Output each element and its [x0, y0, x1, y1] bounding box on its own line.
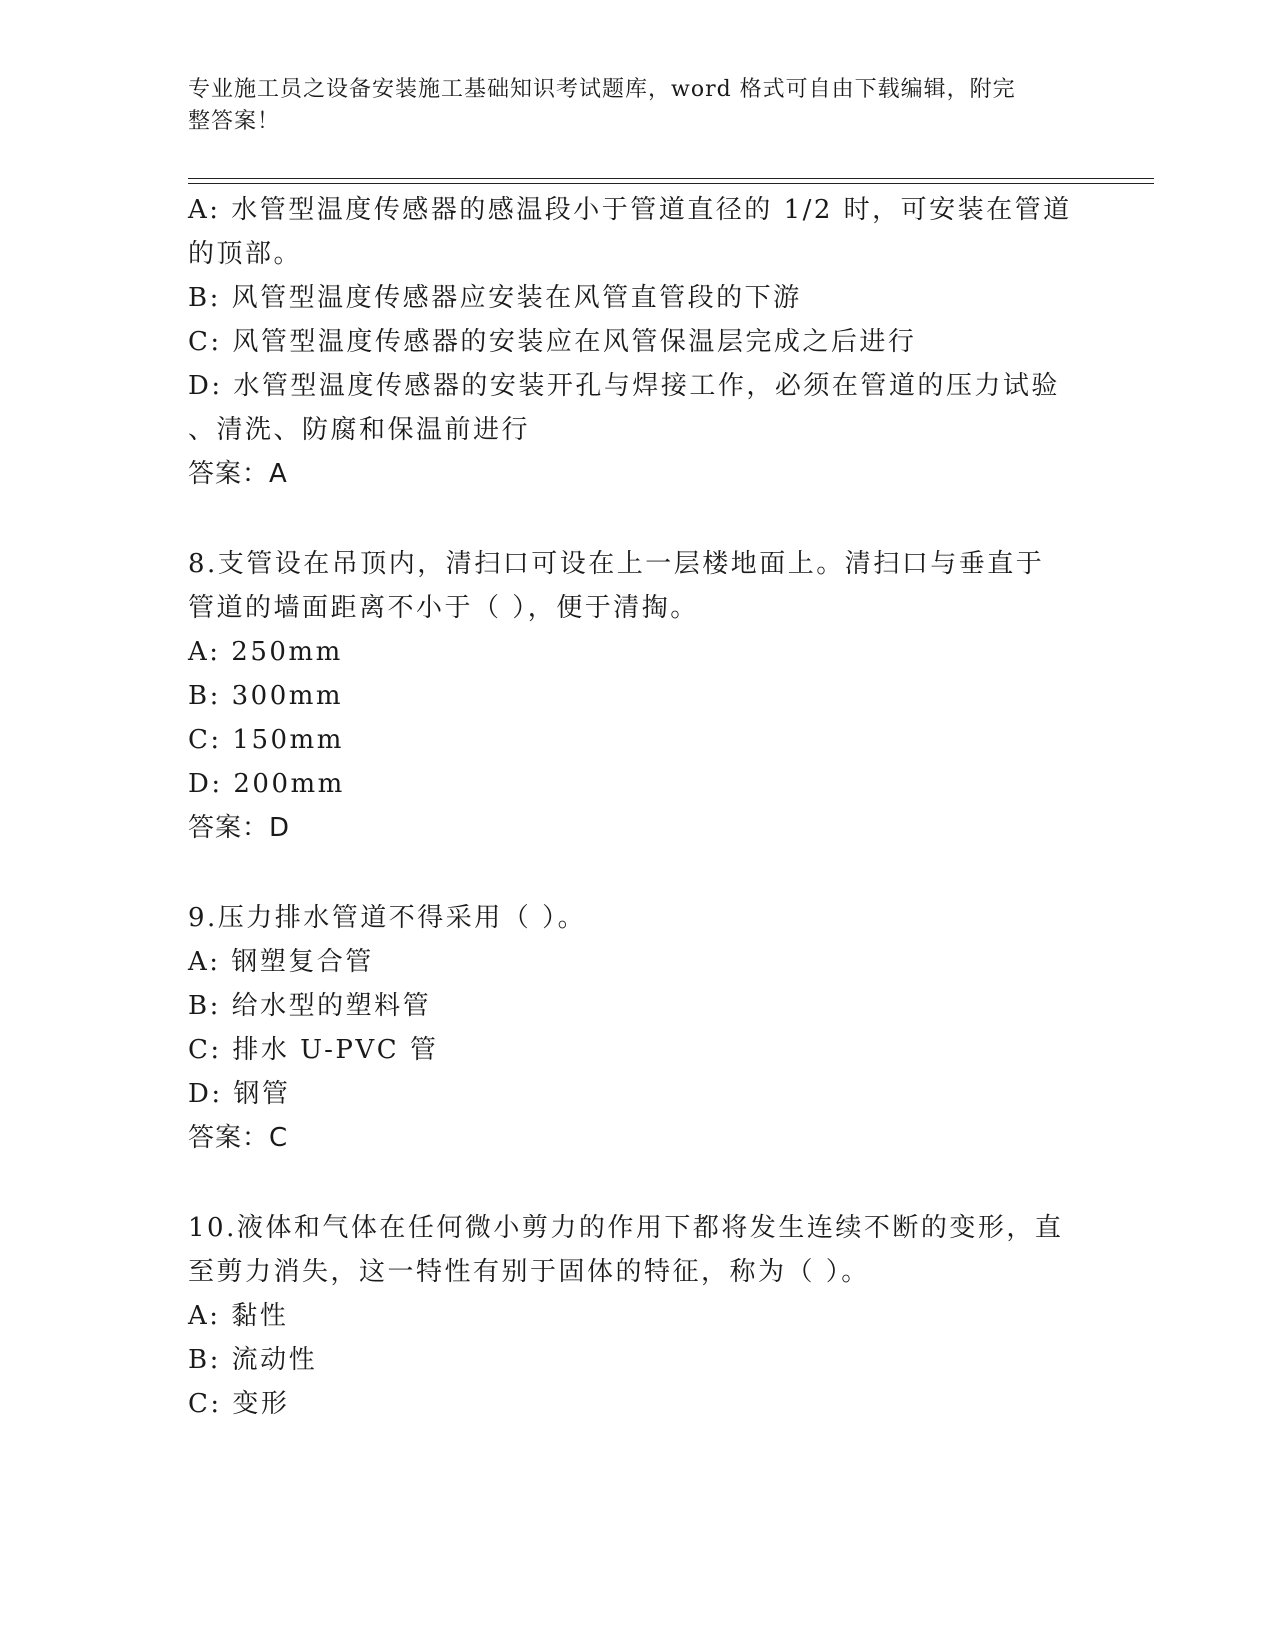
- q7-option-d-line-2: 、清洗、防腐和保温前进行: [188, 415, 531, 445]
- q7-option-b: B: 风管型温度传感器应安装在风管直管段的下游: [188, 283, 802, 313]
- document-header: [188, 74, 1068, 138]
- q9-option-c: C: 排水 U-PVC 管: [188, 1035, 439, 1065]
- q8-answer: 答案：D: [188, 813, 291, 843]
- q9-stem: 9.压力排水管道不得采用（ ）。: [188, 903, 587, 933]
- header-line-1: 专业施工员之设备安装施工基础知识考试题库，word 格式可自由下载编辑，附完: [188, 77, 1016, 102]
- q8-option-b: B: 300mm: [188, 681, 344, 711]
- header-divider-top: [188, 178, 1154, 179]
- q8-option-a: A: 250mm: [188, 637, 343, 667]
- q10-stem-line-2: 至剪力消失，这一特性有别于固体的特征，称为（ ）。: [188, 1257, 870, 1287]
- q8-option-c: C: 150mm: [188, 725, 344, 755]
- header-divider-bottom: [188, 183, 1154, 184]
- q8-stem-line-2: 管道的墙面距离不小于（ ），便于清掏。: [188, 593, 699, 623]
- q7-option-c: C: 风管型温度传感器的安装应在风管保温层完成之后进行: [188, 327, 917, 357]
- q8-stem-line-1: 8.支管设在吊顶内，清扫口可设在上一层楼地面上。清扫口与垂直于: [188, 549, 1045, 579]
- q9-option-b: B: 给水型的塑料管: [188, 991, 432, 1021]
- q8-option-d: D: 200mm: [188, 769, 345, 799]
- header-line-2: 整答案！: [188, 109, 281, 134]
- q9-option-a: A: 钢塑复合管: [188, 947, 374, 977]
- q9-answer: 答案：C: [188, 1123, 289, 1153]
- q7-answer: 答案：A: [188, 459, 288, 489]
- q7-option-a-line-2: 的顶部。: [188, 239, 303, 269]
- q7-option-d-line-1: D: 水管型温度传感器的安装开孔与焊接工作，必须在管道的压力试验: [188, 371, 1060, 401]
- q10-option-a: A: 黏性: [188, 1301, 289, 1331]
- q10-option-c: C: 变形: [188, 1389, 290, 1419]
- q9-option-d: D: 钢管: [188, 1079, 291, 1109]
- q7-option-a-line-1: A: 水管型温度传感器的感温段小于管道直径的 1/2 时，可安装在管道: [188, 195, 1072, 225]
- q10-option-b: B: 流动性: [188, 1345, 318, 1375]
- q10-stem-line-1: 10.液体和气体在任何微小剪力的作用下都将发生连续不断的变形，直: [188, 1213, 1064, 1243]
